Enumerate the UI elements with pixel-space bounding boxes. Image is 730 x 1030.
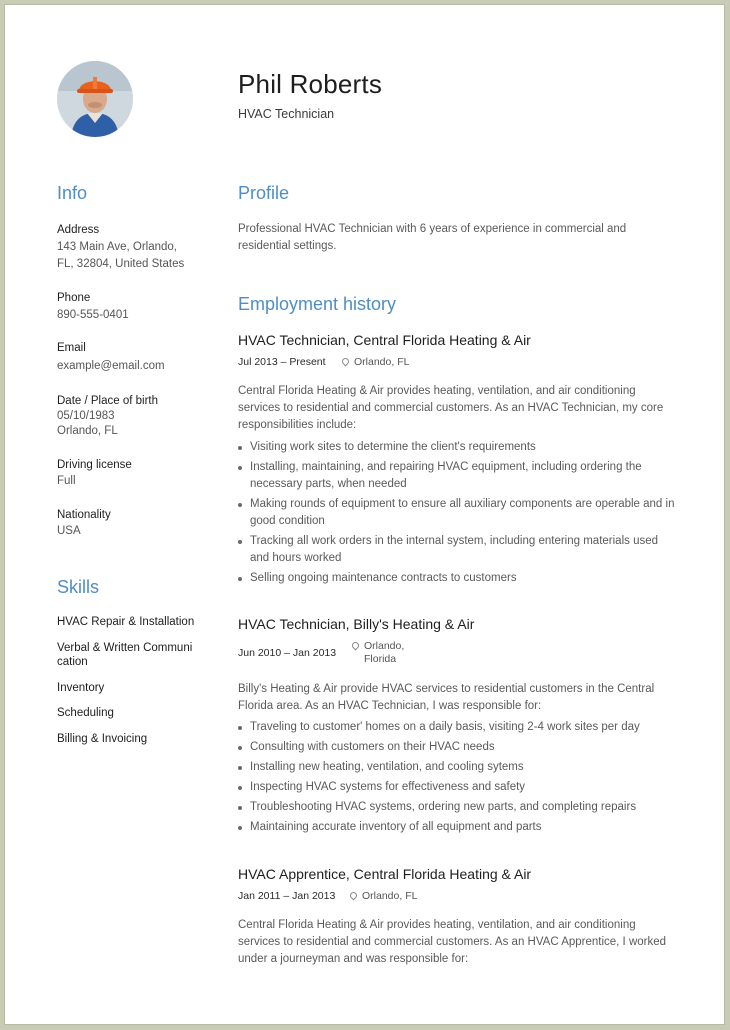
job-location-line-2: Florida xyxy=(364,653,397,665)
profile-heading: Profile xyxy=(238,183,290,203)
birth-label: Date / Place of birth xyxy=(57,395,158,407)
birth-place: Orlando, FL xyxy=(57,425,118,437)
skill-item: Inventory xyxy=(57,682,105,694)
list-item: Tracking all work orders in the internal system, including entering materials used and hours worked xyxy=(238,533,678,567)
list-item: Making rounds of equipment to ensure all auxiliary components are operable and in good condition xyxy=(238,496,678,530)
worker-portrait-icon xyxy=(57,61,133,137)
location-pin-icon xyxy=(351,641,361,651)
address-line-2: FL, 32804, United States xyxy=(57,258,185,270)
profile-summary: Professional HVAC Technician with 6 years of experience in commercial and residential settings. xyxy=(238,223,627,252)
nationality-label: Nationality xyxy=(57,509,111,521)
list-item: Maintaining accurate inventory of all equipment and parts xyxy=(238,819,678,836)
skill-item: Billing & Invoicing xyxy=(57,733,148,745)
list-item: Traveling to customer' homes on a daily basis, visiting 2-4 work sites per day xyxy=(238,719,678,736)
job-location xyxy=(350,890,417,903)
phone-label: Phone xyxy=(57,292,91,304)
skill-item: HVAC Repair & Installation xyxy=(57,616,195,628)
job-title: HVAC Apprentice, Central Florida Heating & Air xyxy=(238,866,532,882)
job-title: HVAC Technician, Central Florida Heating & Air xyxy=(238,332,531,348)
list-item: Troubleshooting HVAC systems, ordering new parts, and completing repairs xyxy=(238,799,678,816)
list-item: Installing, maintaining, and repairing HVAC equipment, including ordering the necessary parts, when needed xyxy=(238,459,678,493)
applicant-job-title: HVAC Technician xyxy=(238,107,335,121)
applicant-name: Phil Roberts xyxy=(238,69,383,99)
birth-value xyxy=(57,409,217,439)
job-location-text: Orlando, FL xyxy=(354,356,410,368)
job-description: Central Florida Heating & Air provides heating, ventilation, and air conditioning services to residential and commercial customers. As an HVAC Technician, my core responsibilities include: xyxy=(238,385,664,431)
skills-heading: Skills xyxy=(57,577,100,597)
resume-page xyxy=(4,4,725,1025)
job-location xyxy=(352,640,404,666)
birth-date: 05/10/1983 xyxy=(57,410,115,422)
address-value xyxy=(57,239,217,273)
job-duties-list xyxy=(238,439,678,590)
skill-item: Verbal & Written Communi cation xyxy=(57,642,193,668)
address-label: Address xyxy=(57,224,100,236)
list-item: Visiting work sites to determine the client's requirements xyxy=(238,439,678,456)
job-description: Billy's Heating & Air provide HVAC services to residential customers in the Central Florida area. As an HVAC Technician, I was responsible for: xyxy=(238,683,655,712)
job-location xyxy=(342,356,409,369)
email-label: Email xyxy=(57,342,86,354)
location-pin-icon xyxy=(349,891,359,901)
job-dates: Jan 2011 – Jan 2013 xyxy=(238,890,336,902)
location-pin-icon xyxy=(341,357,351,367)
list-item: Selling ongoing maintenance contracts to customers xyxy=(238,570,678,587)
info-heading: Info xyxy=(57,183,88,203)
job-location-text: Orlando, FL xyxy=(362,890,418,902)
job-description: Central Florida Heating & Air provides heating, ventilation, and air conditioning services to residential and commercial customers. As an HVAC Apprentice, I worked under a journeyman and was responsible for: xyxy=(238,919,667,965)
list-item: Installing new heating, ventilation, and cooling sytems xyxy=(238,759,678,776)
nationality-value: USA xyxy=(57,525,81,537)
profile-photo xyxy=(57,61,133,137)
phone-value: 890-555-0401 xyxy=(57,309,129,321)
list-item: Inspecting HVAC systems for effectiveness and safety xyxy=(238,779,678,796)
address-line-1: 143 Main Ave, Orlando, xyxy=(57,241,177,253)
job-duties-list xyxy=(238,719,678,839)
job-dates: Jun 2010 – Jan 2013 xyxy=(238,647,337,659)
skill-item: Scheduling xyxy=(57,707,114,719)
email-value: example@email.com xyxy=(57,360,165,372)
list-item: Consulting with customers on their HVAC needs xyxy=(238,739,678,756)
license-value: Full xyxy=(57,475,76,487)
job-title: HVAC Technician, Billy's Heating & Air xyxy=(238,616,475,632)
employment-heading: Employment history xyxy=(238,294,397,314)
license-label: Driving license xyxy=(57,459,132,471)
job-location-line-1: Orlando, xyxy=(364,640,405,652)
job-dates: Jul 2013 – Present xyxy=(238,356,326,368)
